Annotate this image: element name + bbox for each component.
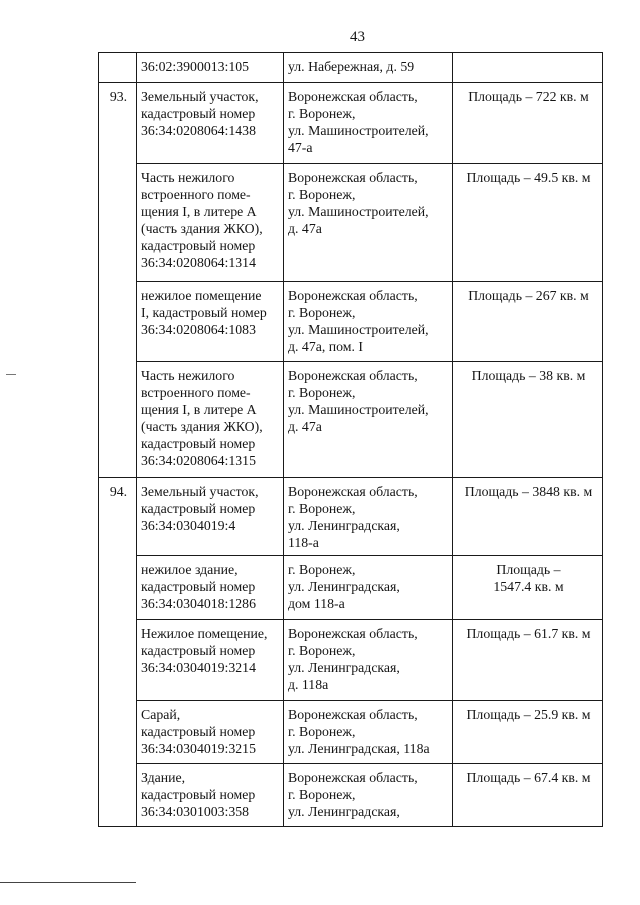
cell-object: нежилое здание, кадастровый номер 36:34:0304018:1286	[137, 556, 284, 620]
table-row	[99, 764, 603, 827]
cell-address: Воронежская область, г. Воронеж, ул. Машиностроителей, д. 47а	[284, 164, 453, 282]
cell-object: нежилое помещение I, кадастровый номер 36:34:0208064:1083	[137, 282, 284, 362]
cell-object: Нежилое помещение, кадастровый номер 36:34:0304019:3214	[137, 620, 284, 701]
cell-area: Площадь – 25.9 кв. м	[453, 701, 603, 764]
cell-address: Воронежская область, г. Воронеж, ул. Ленинградская,	[284, 764, 453, 827]
cell-object: Земельный участок, кадастровый номер 36:34:0304019:4	[137, 478, 284, 556]
page-number: 43	[350, 29, 365, 45]
table-row	[99, 53, 603, 83]
table-row	[99, 83, 603, 164]
cell-area: Площадь – 67.4 кв. м	[453, 764, 603, 827]
cell-address: ул. Набережная, д. 59	[284, 53, 453, 83]
cell-object: Часть нежилого встроенного поме- щения I, в литере А (часть здания ЖКО), кадастровый номер 36:34:0208064:1314	[137, 164, 284, 282]
cell-area: Площадь – 61.7 кв. м	[453, 620, 603, 701]
cell-area: Площадь – 38 кв. м	[453, 362, 603, 478]
table-row	[99, 282, 603, 362]
cell-address: Воронежская область, г. Воронеж, ул. Ленинградская, 118-а	[284, 478, 453, 556]
cell-area: Площадь – 3848 кв. м	[453, 478, 603, 556]
cell-address: Воронежская область, г. Воронеж, ул. Ленинградская, д. 118а	[284, 620, 453, 701]
cell-object: Здание, кадастровый номер 36:34:0301003:358	[137, 764, 284, 827]
cell-object: Часть нежилого встроенного поме- щения I, в литере А (часть здания ЖКО), кадастровый номер 36:34:0208064:1315	[137, 362, 284, 478]
cell-address: Воронежская область, г. Воронеж, ул. Ленинградская, 118а	[284, 701, 453, 764]
table-row	[99, 478, 603, 556]
cell-address: Воронежская область, г. Воронеж, ул. Машиностроителей, 47-а	[284, 83, 453, 164]
cell-object: Земельный участок, кадастровый номер 36:34:0208064:1438	[137, 83, 284, 164]
table-row	[99, 362, 603, 478]
cell-number: 94.	[99, 478, 137, 827]
table-row	[99, 164, 603, 282]
cell-area: Площадь – 722 кв. м	[453, 83, 603, 164]
cell-number	[99, 53, 137, 83]
cell-area	[453, 53, 603, 83]
table-row	[99, 556, 603, 620]
cell-object: 36:02:3900013:105	[137, 53, 284, 83]
table-row	[99, 620, 603, 701]
property-table	[98, 52, 603, 827]
scan-mark	[6, 374, 16, 375]
cell-area: Площадь – 1547.4 кв. м	[453, 556, 603, 620]
footnote-rule	[0, 882, 136, 883]
table-row	[99, 701, 603, 764]
cell-address: Воронежская область, г. Воронеж, ул. Машиностроителей, д. 47а, пом. I	[284, 282, 453, 362]
cell-address: Воронежская область, г. Воронеж, ул. Машиностроителей, д. 47а	[284, 362, 453, 478]
cell-object: Сарай, кадастровый номер 36:34:0304019:3215	[137, 701, 284, 764]
cell-address: г. Воронеж, ул. Ленинградская, дом 118-а	[284, 556, 453, 620]
cell-number: 93.	[99, 83, 137, 478]
cell-area: Площадь – 49.5 кв. м	[453, 164, 603, 282]
cell-area: Площадь – 267 кв. м	[453, 282, 603, 362]
